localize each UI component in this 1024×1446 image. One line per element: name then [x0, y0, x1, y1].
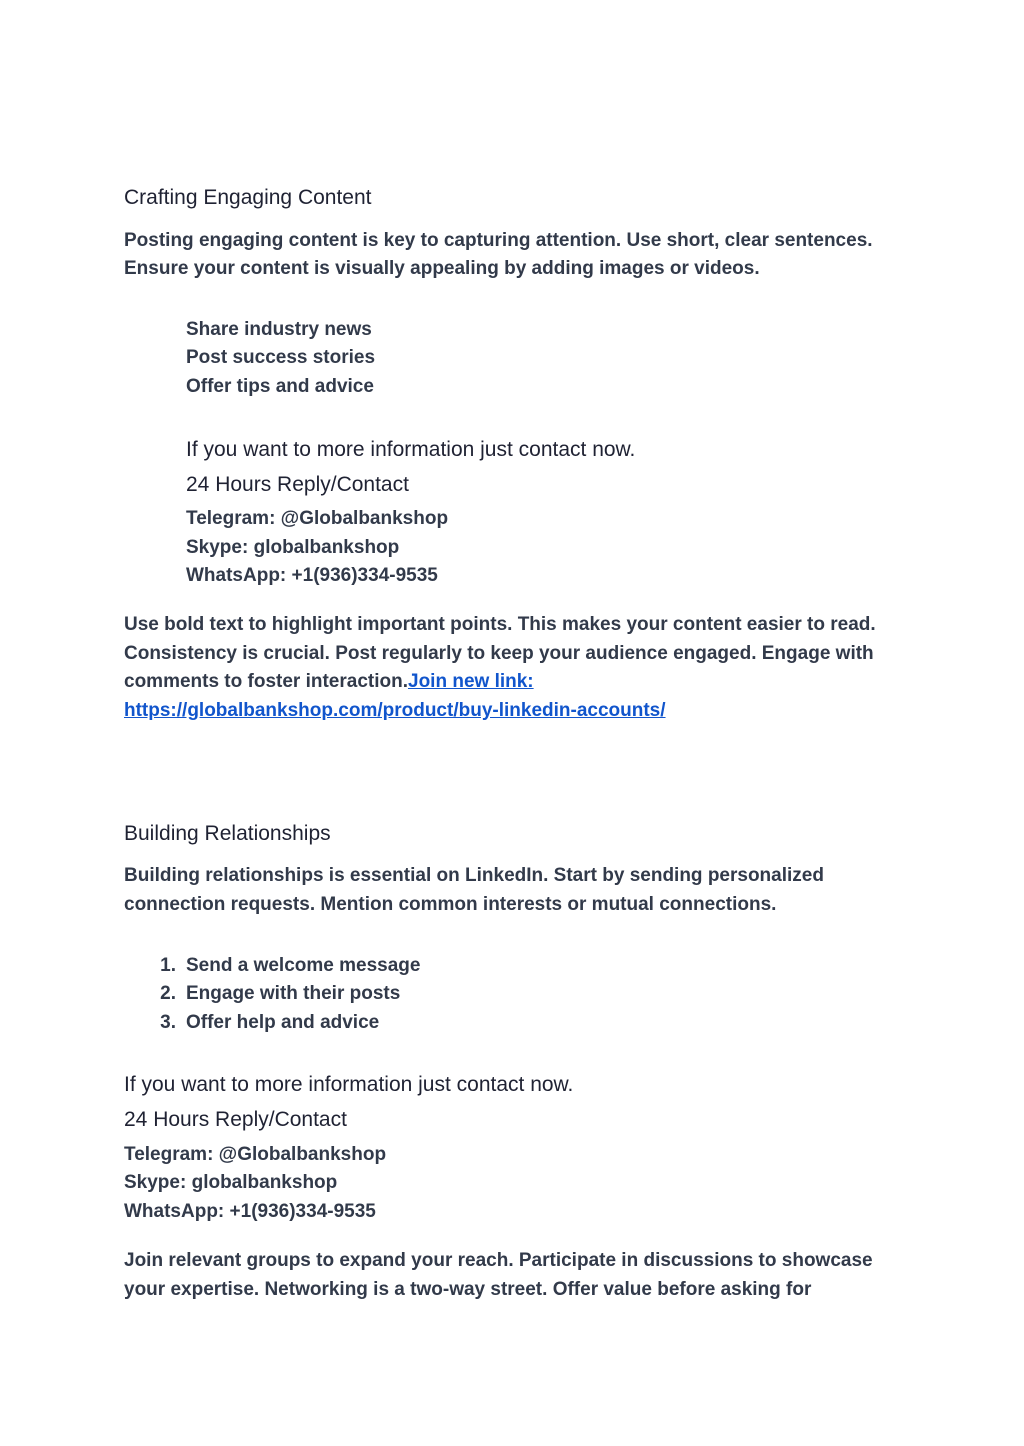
contact-whatsapp: WhatsApp: +1(936)334-9535 [186, 565, 438, 586]
list-number: 1. [160, 955, 176, 976]
contact-telegram: Telegram: @Globalbankshop [124, 1144, 387, 1165]
list-item: Share industry news [186, 319, 372, 340]
product-url-link[interactable]: https://globalbankshop.com/product/buy-linkedin-accounts/ [124, 700, 666, 721]
join-link[interactable]: Join new link: [408, 671, 534, 692]
contact-skype: Skype: globalbankshop [186, 537, 400, 558]
paragraph-line: Join relevant groups to expand your reach. Participate in discussions to showcase [124, 1250, 873, 1271]
section-heading: Building Relationships [124, 822, 331, 845]
list-item: Offer help and advice [186, 1012, 380, 1033]
list-item: Post success stories [186, 347, 376, 368]
paragraph-line: Posting engaging content is key to capturing attention. Use short, clear sentences. [124, 230, 873, 251]
contact-whatsapp: WhatsApp: +1(936)334-9535 [124, 1201, 376, 1222]
paragraph-line: Ensure your content is visually appealing by adding images or videos. [124, 258, 760, 279]
paragraph-line: Building relationships is essential on LinkedIn. Start by sending personalized [124, 865, 824, 886]
paragraph-line: your expertise. Networking is a two-way street. Offer value before asking for [124, 1279, 812, 1300]
list-item: Offer tips and advice [186, 376, 374, 397]
contact-cta: If you want to more information just contact now. [124, 1073, 574, 1096]
paragraph-line: Use bold text to highlight important points. This makes your content easier to read. [124, 614, 876, 635]
list-item: Engage with their posts [186, 983, 401, 1004]
paragraph-line: connection requests. Mention common interests or mutual connections. [124, 894, 777, 915]
list-number: 3. [160, 1012, 176, 1033]
list-item: Send a welcome message [186, 955, 421, 976]
contact-telegram: Telegram: @Globalbankshop [186, 508, 449, 529]
paragraph-text: comments to foster interaction. [124, 671, 408, 692]
contact-skype: Skype: globalbankshop [124, 1172, 338, 1193]
list-number: 2. [160, 983, 176, 1004]
contact-reply: 24 Hours Reply/Contact [124, 1108, 347, 1131]
contact-cta: If you want to more information just contact now. [186, 438, 636, 461]
section-heading: Crafting Engaging Content [124, 186, 372, 209]
contact-reply: 24 Hours Reply/Contact [186, 473, 409, 496]
paragraph-line: Consistency is crucial. Post regularly to keep your audience engaged. Engage with [124, 643, 874, 664]
link-line [124, 697, 666, 726]
paragraph-line-with-link [124, 668, 534, 697]
